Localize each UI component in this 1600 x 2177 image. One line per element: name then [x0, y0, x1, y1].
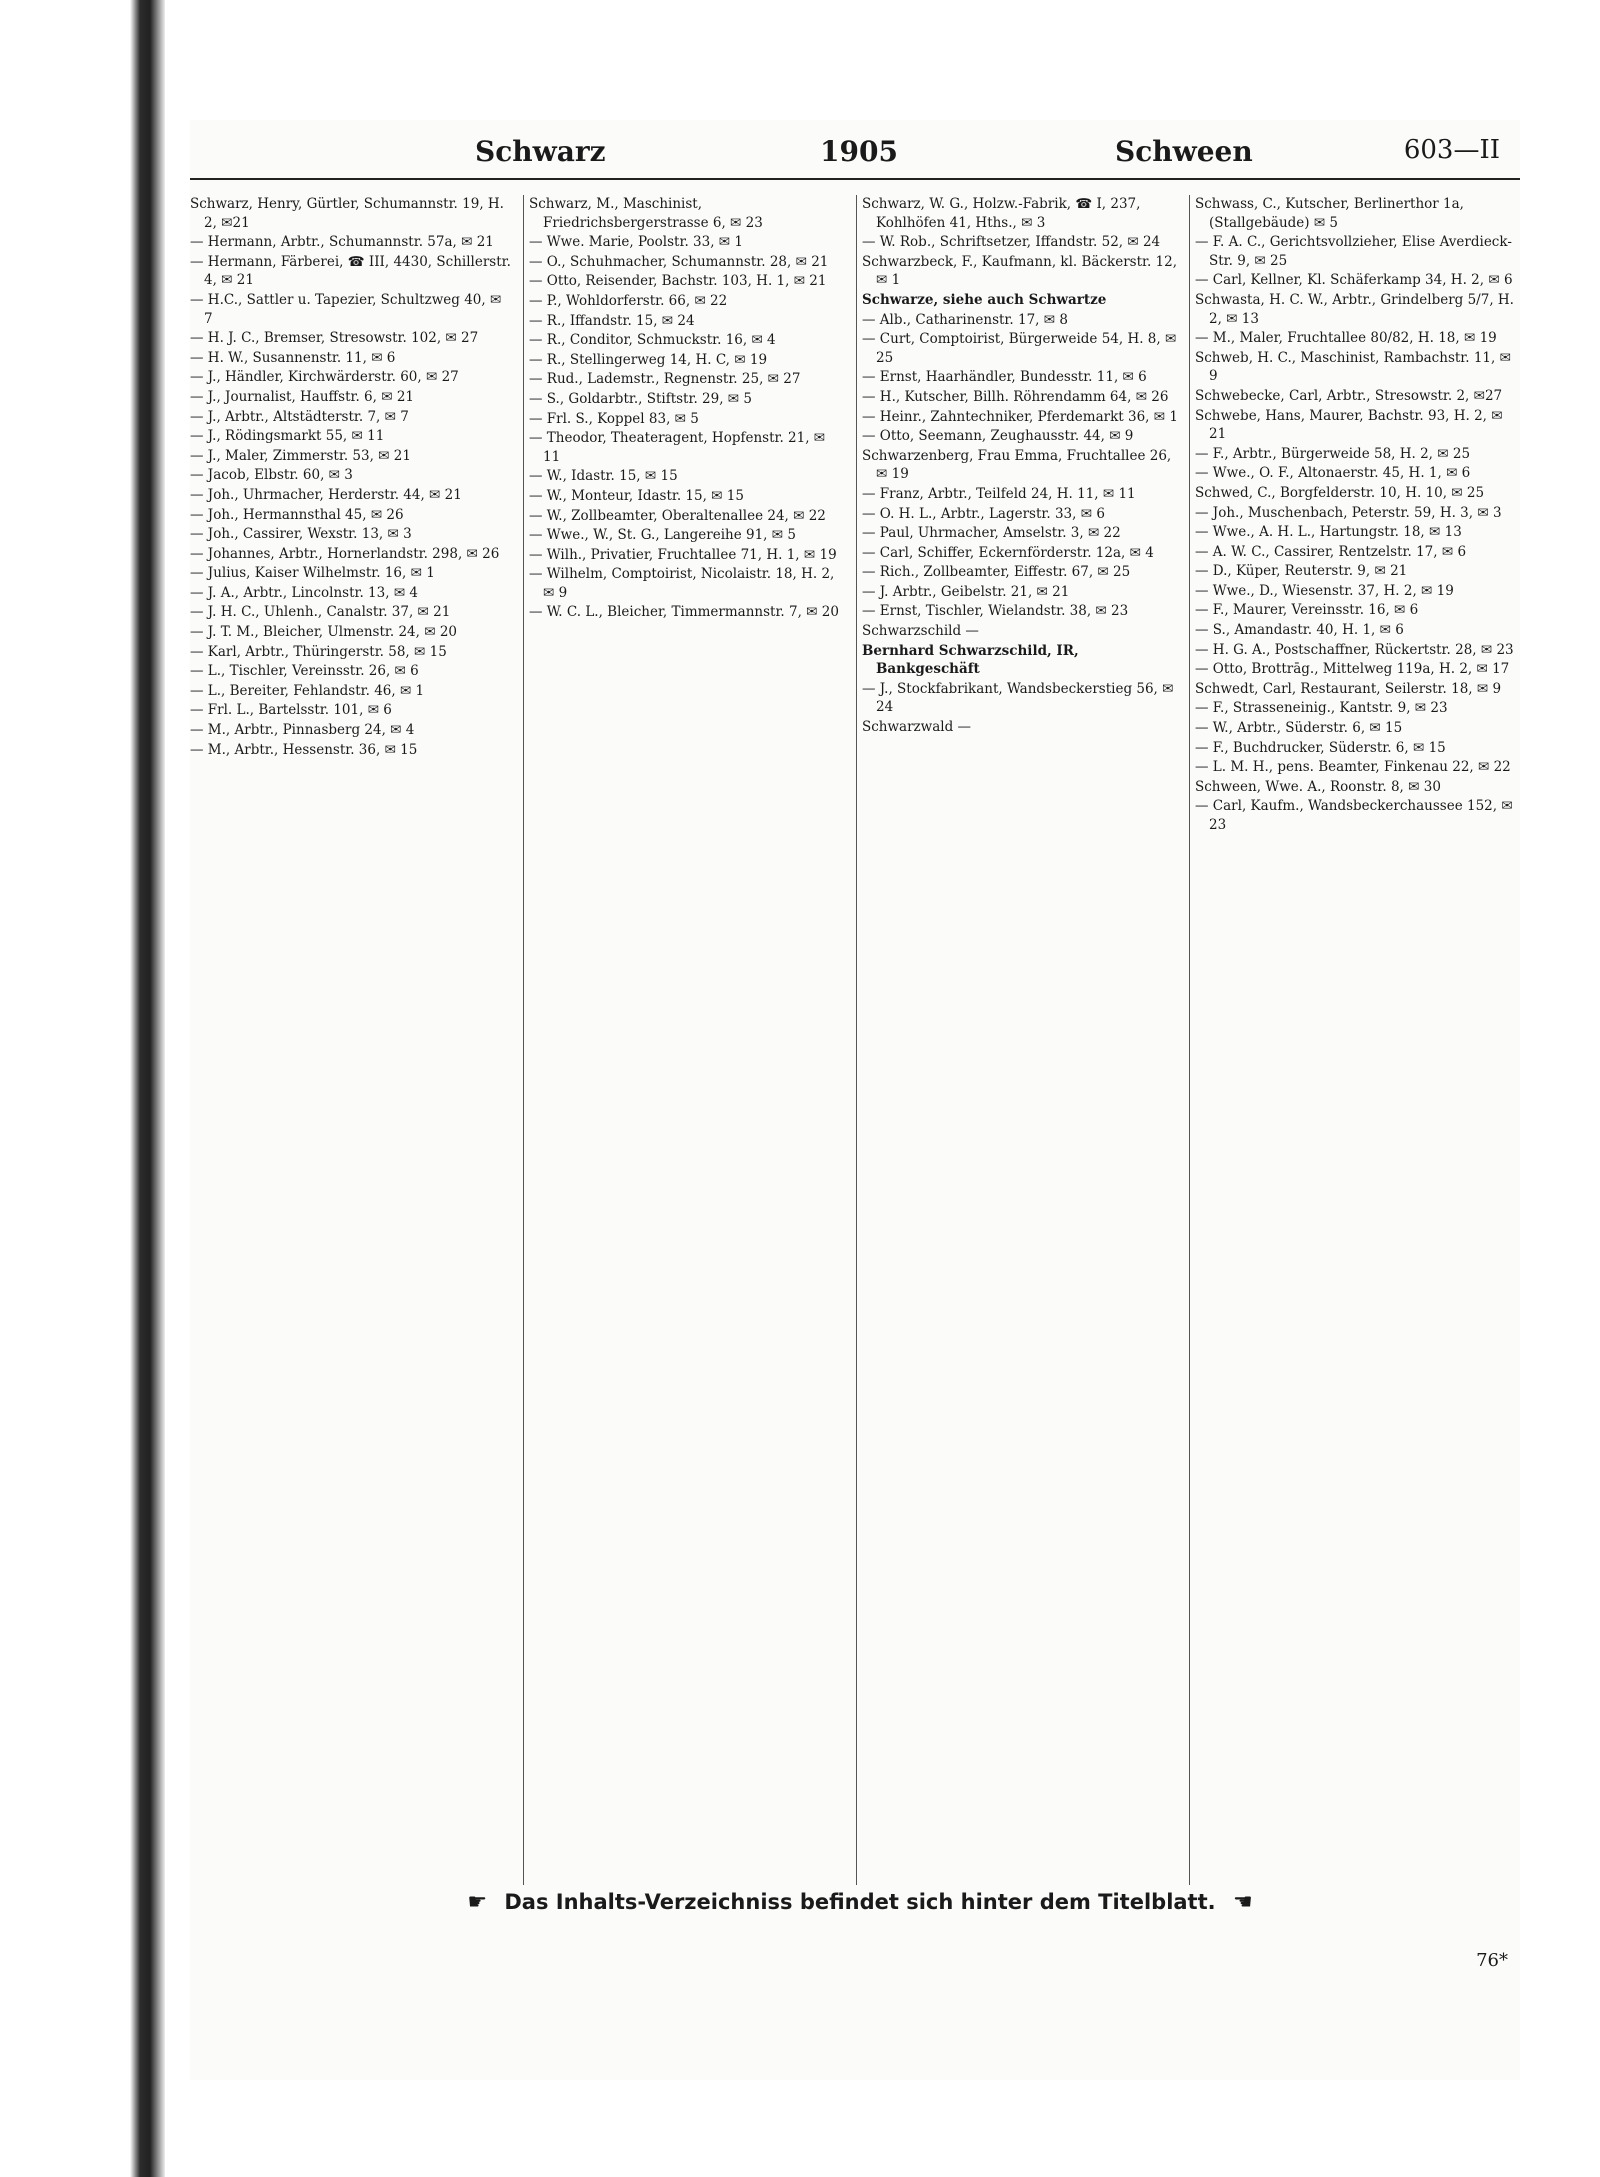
- directory-entry: — Heinr., Zahntechniker, Pferdemarkt 36, ✉ 1: [862, 408, 1178, 425]
- directory-entry: Schweb, H. C., Maschinist, Rambachstr. 11, ✉ 9: [1195, 349, 1511, 385]
- directory-entry: — J. T. M., Bleicher, Ulmenstr. 24, ✉ 20: [190, 624, 458, 641]
- directory-entry: Bernhard Schwarzschild, IR, Bankgeschäft: [862, 642, 1079, 678]
- footer-page-number: 76*: [1476, 1950, 1508, 1971]
- directory-entry: — Wwe., W., St. G., Langereihe 91, ✉ 5: [529, 527, 796, 544]
- directory-entry: — D., Küper, Reuterstr. 9, ✉ 21: [1195, 563, 1408, 580]
- directory-entry: — Ernst, Tischler, Wielandstr. 38, ✉ 23: [862, 603, 1129, 620]
- pointing-hand-left-icon: ☚: [1232, 1890, 1253, 1915]
- directory-entry: — Jacob, Elbstr. 60, ✉ 3: [190, 467, 353, 484]
- directory-entry: Schwarzschild —: [862, 623, 979, 640]
- directory-entry: — M., Arbtr., Pinnasberg 24, ✉ 4: [190, 722, 415, 739]
- directory-entry: — Wwe. Marie, Poolstr. 33, ✉ 1: [529, 234, 743, 251]
- directory-entry: — R., Iffandstr. 15, ✉ 24: [529, 312, 695, 329]
- directory-entry: Schwebe, Hans, Maurer, Bachstr. 93, H. 2, ✉ 21: [1195, 407, 1503, 443]
- directory-entry: — J. A., Arbtr., Lincolnstr. 13, ✉ 4: [190, 584, 419, 601]
- column-2: [523, 195, 846, 1885]
- directory-entry: — F., Maurer, Vereinsstr. 16, ✉ 6: [1195, 602, 1419, 619]
- directory-entry: — W., Zollbeamter, Oberaltenallee 24, ✉ 22: [529, 507, 826, 524]
- directory-entry: — J., Rödingsmarkt 55, ✉ 11: [190, 428, 385, 445]
- directory-entry: — L., Tischler, Vereinsstr. 26, ✉ 6: [190, 663, 419, 680]
- directory-entry: Schwarz, Henry, Gürtler, Schumannstr. 19, H. 2, ✉21: [190, 196, 504, 231]
- directory-entry: Schwass, C., Kutscher, Berlinerthor 1a, (Stallgebäude) ✉ 5: [1195, 196, 1464, 231]
- directory-entry: — S., Amandastr. 40, H. 1, ✉ 6: [1195, 622, 1404, 639]
- directory-entry: — Julius, Kaiser Wilhelmstr. 16, ✉ 1: [190, 565, 435, 582]
- directory-entry: — J., Arbtr., Altstädterstr. 7, ✉ 7: [190, 408, 409, 425]
- directory-entry: — Paul, Uhrmacher, Amselstr. 3, ✉ 22: [862, 525, 1121, 542]
- directory-entry: — Rich., Zollbeamter, Eiffestr. 67, ✉ 25: [862, 564, 1131, 581]
- directory-entry: — Hermann, Arbtr., Schumannstr. 57a, ✉ 21: [190, 234, 494, 251]
- directory-entry: — O., Schuhmacher, Schumannstr. 28, ✉ 21: [529, 253, 829, 270]
- directory-entry: — W. C. L., Bleicher, Timmermannstr. 7, ✉ 20: [529, 604, 839, 621]
- pointing-hand-right-icon: ☛: [467, 1890, 488, 1915]
- directory-entry: Schwarzwald —: [862, 719, 972, 736]
- directory-entry: — F., Buchdrucker, Süderstr. 6, ✉ 15: [1195, 739, 1446, 756]
- directory-entry: — Joh., Hermannsthal 45, ✉ 26: [190, 506, 404, 523]
- directory-entry: Schwedt, Carl, Restaurant, Seilerstr. 18, ✉ 9: [1195, 680, 1502, 697]
- header-left-keyword: Schwarz: [475, 135, 606, 168]
- directory-entry: — Carl, Kaufm., Wandsbeckerchaussee 152, ✉ 23: [1195, 798, 1513, 833]
- directory-entry: — Theodor, Theateragent, Hopfenstr. 21, ✉ 11: [529, 430, 826, 465]
- header-year: 1905: [820, 135, 898, 168]
- directory-entry: — J., Maler, Zimmerstr. 53, ✉ 21: [190, 447, 411, 464]
- directory-entry: — H., Kutscher, Billh. Röhrendamm 64, ✉ 26: [862, 388, 1169, 405]
- directory-entry: — O. H. L., Arbtr., Lagerstr. 33, ✉ 6: [862, 505, 1105, 522]
- directory-entry: — Karl, Arbtr., Thüringerstr. 58, ✉ 15: [190, 643, 447, 660]
- directory-entry: Schwarze, siehe auch Schwartze: [862, 291, 1107, 308]
- directory-entry: — P., Wohldorferstr. 66, ✉ 22: [529, 292, 728, 309]
- directory-entry: — Frl. L., Bartelsstr. 101, ✉ 6: [190, 702, 392, 719]
- directory-entry: — Wilh., Privatier, Fruchtallee 71, H. 1, ✉ 19: [529, 546, 837, 563]
- directory-entry: — Otto, Reisender, Bachstr. 103, H. 1, ✉ 21: [529, 273, 827, 290]
- directory-entry: — L. M. H., pens. Beamter, Finkenau 22, ✉ 22: [1195, 759, 1511, 776]
- column-3: [856, 195, 1179, 1885]
- directory-entry: — R., Stellingerweg 14, H. C, ✉ 19: [529, 351, 768, 368]
- directory-entry: Schween, Wwe. A., Roonstr. 8, ✉ 30: [1195, 778, 1441, 795]
- column-1: [190, 195, 512, 1885]
- directory-entry: — Wilhelm, Comptoirist, Nicolaistr. 18, H. 2, ✉ 9: [529, 566, 835, 601]
- column-4: [1189, 195, 1521, 1885]
- directory-entry: — Frl. S., Koppel 83, ✉ 5: [529, 410, 699, 427]
- directory-entry: — Otto, Seemann, Zeughausstr. 44, ✉ 9: [862, 428, 1134, 445]
- directory-entry: — Joh., Muschenbach, Peterstr. 59, H. 3, ✉ 3: [1195, 504, 1502, 521]
- directory-entry: — F., Arbtr., Bürgerweide 58, H. 2, ✉ 25: [1195, 445, 1471, 462]
- directory-entry: — F. A. C., Gerichtsvollzieher, Elise Averdieck-Str. 9, ✉ 25: [1195, 234, 1512, 269]
- directory-entry: — Rud., Lademstr., Regnenstr. 25, ✉ 27: [529, 371, 801, 388]
- footer-note-text: Das Inhalts-Verzeichniss befindet sich hinter dem Titelblatt.: [504, 1890, 1216, 1914]
- directory-entry: — Alb., Catharinenstr. 17, ✉ 8: [862, 311, 1068, 328]
- header-right-keyword: Schween: [1115, 135, 1253, 168]
- directory-entry: — W., Arbtr., Süderstr. 6, ✉ 15: [1195, 720, 1403, 737]
- directory-entry: — Wwe., A. H. L., Hartungstr. 18, ✉ 13: [1195, 524, 1462, 541]
- directory-entry: Schwarzenberg, Frau Emma, Fruchtallee 26, ✉ 19: [862, 447, 1172, 483]
- directory-entry: — J. H. C., Uhlenh., Canalstr. 37, ✉ 21: [190, 604, 451, 621]
- directory-entry: — W., Monteur, Idastr. 15, ✉ 15: [529, 487, 744, 504]
- directory-entry: — Otto, Brottrāg., Mittelweg 119a, H. 2, ✉ 17: [1195, 661, 1510, 678]
- directory-entry: — H. W., Susannenstr. 11, ✉ 6: [190, 349, 396, 366]
- directory-entry: — S., Goldarbtr., Stiftstr. 29, ✉ 5: [529, 390, 752, 407]
- directory-entry: — W., Idastr. 15, ✉ 15: [529, 468, 678, 485]
- header-rule: [190, 178, 1520, 180]
- directory-entry: — Joh., Uhrmacher, Herderstr. 44, ✉ 21: [190, 486, 462, 503]
- directory-entry: Schwebecke, Carl, Arbtr., Stresowstr. 2, ✉27: [1195, 387, 1503, 404]
- directory-entry: — Joh., Cassirer, Wexstr. 13, ✉ 3: [190, 526, 412, 543]
- header-page-number: 603—II: [1403, 135, 1500, 165]
- directory-entry: — H. J. C., Bremser, Stresowstr. 102, ✉ 27: [190, 330, 479, 347]
- directory-entry: — F., Strasseneinig., Kantstr. 9, ✉ 23: [1195, 700, 1448, 717]
- directory-entry: — Ernst, Haarhändler, Bundesstr. 11, ✉ 6: [862, 369, 1147, 386]
- directory-entry: Schwed, C., Borgfelderstr. 10, H. 10, ✉ 25: [1195, 484, 1485, 501]
- directory-entry: — Hermann, Färberei, ☎ III, 4430, Schillerstr. 4, ✉ 21: [190, 253, 511, 289]
- directory-entry: — J., Journalist, Hauffstr. 6, ✉ 21: [190, 388, 414, 405]
- directory-entry: — H. G. A., Postschaffner, Rückertstr. 28, ✉ 23: [1195, 641, 1514, 658]
- directory-entry: — M., Arbtr., Hessenstr. 36, ✉ 15: [190, 741, 418, 758]
- directory-entry: — Wwe., O. F., Altonaerstr. 45, H. 1, ✉ 6: [1195, 465, 1471, 482]
- directory-entry: — Johannes, Arbtr., Hornerlandstr. 298, ✉ 26: [190, 545, 500, 562]
- directory-entry: Schwarzbeck, F., Kaufmann, kl. Bäckerstr. 12, ✉ 1: [862, 253, 1178, 289]
- directory-entry: — L., Bereiter, Fehlandstr. 46, ✉ 1: [190, 682, 425, 699]
- directory-entry: — Carl, Kellner, Kl. Schäferkamp 34, H. 2, ✉ 6: [1195, 272, 1513, 289]
- directory-entry: Schwarz, M., Maschinist, Friedrichsbergerstrasse 6, ✉ 23: [529, 196, 763, 231]
- directory-entry: — W. Rob., Schriftsetzer, Iffandstr. 52, ✉ 24: [862, 234, 1161, 251]
- scan-edge: [0, 0, 165, 2177]
- directory-entry: — J., Stockfabrikant, Wandsbeckerstieg 56, ✉ 24: [862, 680, 1174, 716]
- directory-entry: — R., Conditor, Schmuckstr. 16, ✉ 4: [529, 332, 776, 349]
- directory-entry: — Wwe., D., Wiesenstr. 37, H. 2, ✉ 19: [1195, 582, 1454, 599]
- directory-entry: — M., Maler, Fruchtallee 80/82, H. 18, ✉ 19: [1195, 330, 1497, 347]
- directory-entry: — J., Händler, Kirchwärderstr. 60, ✉ 27: [190, 369, 459, 386]
- footer-note: [410, 1890, 1310, 1915]
- directory-entry: — J. Arbtr., Geibelstr. 21, ✉ 21: [862, 583, 1070, 600]
- directory-entry: — A. W. C., Cassirer, Rentzelstr. 17, ✉ 6: [1195, 543, 1467, 560]
- directory-entry: — Carl, Schiffer, Eckernförderstr. 12a, ✉ 4: [862, 544, 1154, 561]
- directory-entry: — H.C., Sattler u. Tapezier, Schultzweg 40, ✉ 7: [190, 291, 502, 327]
- directory-entry: Schwarz, W. G., Holzw.-Fabrik, ☎ I, 237, Kohlhöfen 41, Hths., ✉ 3: [862, 196, 1141, 231]
- directory-entry: Schwasta, H. C. W., Arbtr., Grindelberg 5/7, H. 2, ✉ 13: [1195, 291, 1514, 327]
- directory-page: [190, 120, 1520, 2080]
- directory-entry: — Franz, Arbtr., Teilfeld 24, H. 11, ✉ 11: [862, 485, 1136, 502]
- directory-entry: — Curt, Comptoirist, Bürgerweide 54, H. 8, ✉ 25: [862, 331, 1177, 366]
